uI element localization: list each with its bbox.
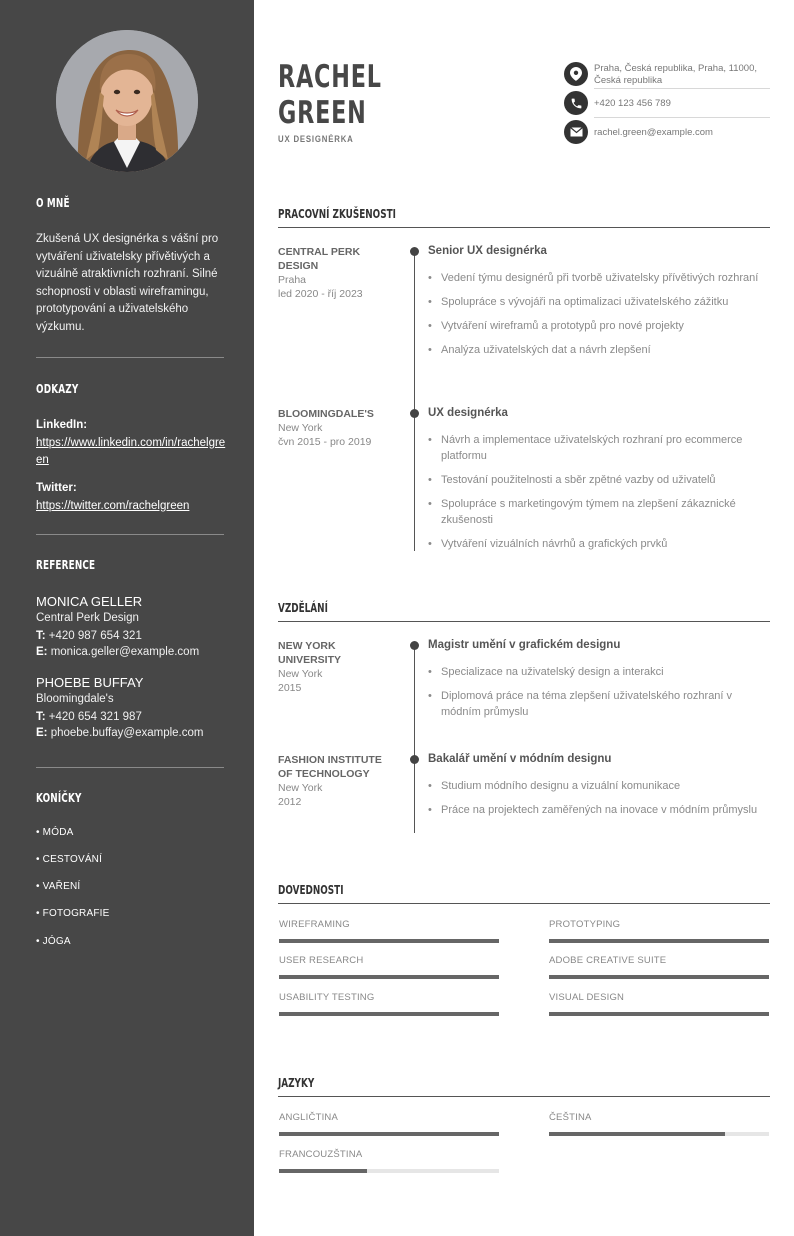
timeline-dot <box>410 409 419 418</box>
language-bar <box>549 1132 769 1136</box>
job-title: UX DESIGNÉRKA <box>278 134 354 145</box>
language-bar <box>279 1132 499 1136</box>
contact-email[interactable]: rachel.green@example.com <box>594 127 713 138</box>
org-name: NEW YORK UNIVERSITY <box>278 640 342 666</box>
hobby-item: • CESTOVÁNÍ <box>36 854 103 865</box>
education-org <box>278 753 398 809</box>
skill-name: PROTOTYPING <box>549 919 621 930</box>
list-item: • Vytváření vizuálních návrhů a grafických prvků <box>428 536 768 552</box>
language-item <box>279 1112 499 1123</box>
org-dates: led 2020 - říj 2023 <box>278 288 363 300</box>
role-title: Senior UX designérka <box>428 245 547 257</box>
envelope-icon <box>564 120 588 144</box>
role-bullets <box>428 432 768 560</box>
experience-heading: PRACOVNÍ ZKUŠENOSTI <box>278 207 396 221</box>
skill-bar-fill <box>549 939 769 943</box>
skill-bar <box>279 975 499 979</box>
timeline-dot <box>410 641 419 650</box>
degree-bullets <box>428 778 768 826</box>
languages-heading: JAZYKY <box>278 1076 315 1090</box>
org-dates: 2015 <box>278 682 302 694</box>
phone-label: T: <box>36 630 46 642</box>
timeline-line <box>414 251 415 551</box>
org-location: New York <box>278 668 323 680</box>
role-bullets <box>428 270 768 366</box>
timeline-dot <box>410 755 419 764</box>
org-name: FASHION INSTITUTE OF TECHNOLOGY <box>278 754 382 780</box>
hobbies-heading: KONÍČKY <box>36 791 82 805</box>
email-label: E: <box>36 646 48 658</box>
twitter-link[interactable]: https://twitter.com/rachelgreen <box>36 499 190 512</box>
education-org <box>278 639 398 695</box>
timeline-line <box>414 645 415 833</box>
email-label: E: <box>36 727 48 739</box>
list-item: • Analýza uživatelských dat a návrh zlepšení <box>428 342 768 358</box>
list-item: • Práce na projektech zaměřených na inovace v módním průmyslu <box>428 802 768 818</box>
skill-bar-fill <box>279 939 499 943</box>
hobby-item: • MÓDA <box>36 827 74 838</box>
language-name: ANGLIČTINA <box>279 1112 339 1123</box>
skill-bar-fill <box>279 1012 499 1016</box>
section-rule <box>278 227 770 228</box>
list-item: • Návrh a implementace uživatelských rozhraní pro ecommerce platformu <box>428 432 768 464</box>
degree-bullets <box>428 664 768 728</box>
list-item: • Studium módního designu a vizuální komunikace <box>428 778 768 794</box>
skill-name: USER RESEARCH <box>279 955 364 966</box>
reference-phone <box>36 628 226 644</box>
degree-title: Magistr umění v grafickém designu <box>428 639 621 651</box>
language-name: ČEŠTINA <box>549 1112 592 1123</box>
skill-bar <box>549 939 769 943</box>
language-item <box>279 1149 499 1160</box>
degree-title: Bakalář umění v módním designu <box>428 753 612 765</box>
reference-email <box>36 644 226 660</box>
reference-company: Central Perk Design <box>36 612 139 624</box>
phone-label: T: <box>36 711 46 723</box>
language-bar-fill <box>279 1169 367 1173</box>
skill-item <box>549 992 769 1003</box>
reference-name: MONICA GELLER <box>36 594 143 609</box>
list-item: • Spolupráce s vývojáři na optimalizaci uživatelského zážitku <box>428 294 768 310</box>
skill-bar <box>279 1012 499 1016</box>
avatar <box>56 30 198 172</box>
divider <box>36 534 224 535</box>
skill-bar <box>549 1012 769 1016</box>
contact-address: Praha, Česká republika, Praha, 11000, Česká republika <box>594 63 758 86</box>
skill-item <box>549 955 769 966</box>
section-rule <box>278 903 770 904</box>
reference-item <box>36 674 226 741</box>
list-item: • Diplomová práce na téma zlepšení uživatelského rozhraní v módním průmyslu <box>428 688 768 720</box>
skill-name: USABILITY TESTING <box>279 992 375 1003</box>
skill-name: ADOBE CREATIVE SUITE <box>549 955 667 966</box>
experience-org <box>278 407 398 449</box>
portrait-illustration <box>56 30 198 172</box>
list-item: • Vytváření wireframů a prototypů pro nové projekty <box>428 318 768 334</box>
section-rule <box>278 621 770 622</box>
link-linkedin <box>36 417 226 470</box>
org-name: BLOOMINGDALE'S <box>278 408 374 420</box>
skill-bar <box>279 939 499 943</box>
phone-icon <box>564 91 588 115</box>
skill-bar-fill <box>279 975 499 979</box>
divider <box>594 117 770 118</box>
org-dates: 2012 <box>278 796 302 808</box>
skill-bar-fill <box>549 1012 769 1016</box>
role-title: UX designérka <box>428 407 508 419</box>
skill-item <box>279 955 499 966</box>
hobby-item: • JÓGA <box>36 936 71 947</box>
links-heading: ODKAZY <box>36 382 79 396</box>
language-name: FRANCOUZŠTINA <box>279 1149 363 1160</box>
skills-heading: DOVEDNOSTI <box>278 883 344 897</box>
linkedin-link[interactable]: https://www.linkedin.com/in/rachelgreen <box>36 436 226 466</box>
list-item: • Testování použitelnosti a sběr zpětné vazby od uživatelů <box>428 472 768 488</box>
language-bar-fill <box>279 1132 499 1136</box>
divider <box>594 88 770 89</box>
reference-phone <box>36 709 226 725</box>
phone-value: +420 654 321 987 <box>48 711 142 723</box>
skill-name: VISUAL DESIGN <box>549 992 625 1003</box>
link-label: Twitter: <box>36 482 77 494</box>
divider <box>36 767 224 768</box>
skill-item <box>279 919 499 930</box>
skill-item <box>279 992 499 1003</box>
email-value: phoebe.buffay@example.com <box>50 727 204 739</box>
link-label: LinkedIn: <box>36 419 88 431</box>
phone-value: +420 987 654 321 <box>48 630 142 642</box>
org-location: New York <box>278 422 323 434</box>
reference-item <box>36 593 226 660</box>
org-dates: čvn 2015 - pro 2019 <box>278 436 372 448</box>
list-item: • Specializace na uživatelský design a interakci <box>428 664 768 680</box>
language-bar <box>279 1169 499 1173</box>
reference-company: Bloomingdale's <box>36 693 114 705</box>
language-item <box>549 1112 769 1123</box>
references-heading: REFERENCE <box>36 558 96 572</box>
email-value: monica.geller@example.com <box>50 646 200 658</box>
skill-bar-fill <box>549 975 769 979</box>
skill-bar <box>549 975 769 979</box>
org-location: Praha <box>278 274 307 286</box>
hobby-item: • VAŘENÍ <box>36 881 81 892</box>
about-text: Zkušená UX designérka s vášní pro vytváření uživatelsky přívětivých a vizuálně atraktivních rozhraní. Silné schopnosti v oblasti wireframingu, prototypování a uživatelského výzkumu. <box>36 233 219 333</box>
skill-name: WIREFRAMING <box>279 919 350 930</box>
list-item: • Vedení týmu designérů při tvorbě uživatelsky přívětivých rozhraní <box>428 270 768 286</box>
contact-block <box>564 62 770 152</box>
divider <box>36 357 224 358</box>
hobby-item: • FOTOGRAFIE <box>36 908 110 919</box>
link-twitter <box>36 480 226 515</box>
timeline-dot <box>410 247 419 256</box>
education-heading: VZDĚLÁNÍ <box>278 601 328 615</box>
last-name: GREEN <box>278 95 367 131</box>
skill-item <box>549 919 769 930</box>
contact-phone: +420 123 456 789 <box>594 98 671 109</box>
location-pin-icon <box>564 62 588 86</box>
experience-org <box>278 245 398 301</box>
reference-name: PHOEBE BUFFAY <box>36 675 144 690</box>
org-location: New York <box>278 782 323 794</box>
sidebar <box>0 0 254 1236</box>
list-item: • Spolupráce s marketingovým týmem na zlepšení zákaznické zkušenosti <box>428 496 768 528</box>
section-rule <box>278 1096 770 1097</box>
first-name: RACHEL <box>278 59 382 95</box>
reference-email <box>36 725 226 741</box>
language-bar-fill <box>549 1132 725 1136</box>
about-heading: O MNĚ <box>36 196 70 210</box>
org-name: CENTRAL PERK DESIGN <box>278 246 361 272</box>
